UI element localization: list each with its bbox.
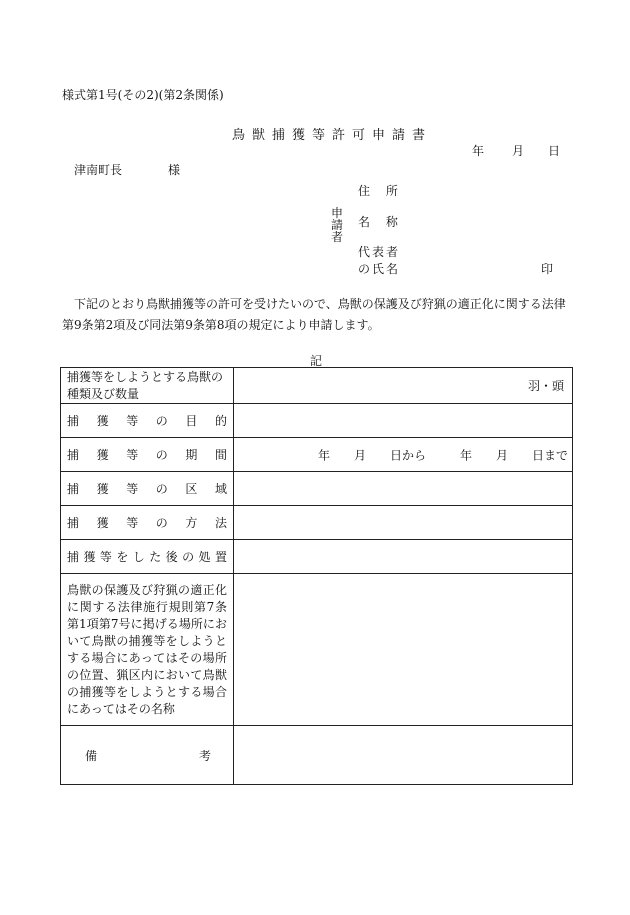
addressee-name: 津南町長 <box>74 163 123 177</box>
disposal-label: 捕 獲 等 を し た 後 の 処 置 <box>61 540 234 574</box>
area-label: 捕 獲 等 の 区 域 <box>61 472 234 506</box>
form-number: 様式第1号(その2)(第2条関係) <box>62 88 224 102</box>
table-row-location <box>61 574 573 726</box>
date-year: 年 <box>472 144 485 158</box>
period-label: 捕 獲 等 の 期 間 <box>61 438 234 472</box>
addressee-honorific: 様 <box>168 163 181 177</box>
applicant-address-label: 住 所 <box>358 184 404 198</box>
location-label: 鳥獣の保護及び狩猟の適正化に関する法律施行規則第7条第1項第7号に掲げる場所において鳥獣の捕獲等をしようとする場合にあってはその場所の位置、猟区内において鳥獣の捕獲等をしようとする場合にあってはその名称 <box>61 574 234 726</box>
table-row-purpose <box>61 404 573 438</box>
table-row-remarks <box>61 726 573 785</box>
date-day: 日 <box>548 144 561 158</box>
document-title: 鳥獣捕獲等許可申請書 <box>232 128 433 143</box>
applicant-name-label: 名 称 <box>358 215 404 229</box>
applicant-vertical-label: 申 請 者 <box>330 206 343 244</box>
seal-mark: 印 <box>541 262 554 276</box>
period-field[interactable]: 年 月 日から 年 月 日まで <box>234 438 573 472</box>
ki-heading: 記 <box>310 354 323 368</box>
table-row-method <box>61 506 573 540</box>
location-field[interactable] <box>234 574 573 726</box>
purpose-label: 捕 獲 等 の 目 的 <box>61 404 234 438</box>
disposal-field[interactable] <box>234 540 573 574</box>
quantity-unit: 羽・頭 <box>527 379 564 393</box>
species-label: 捕獲等をしようとする鳥獣の 種類及び数量 <box>61 368 234 404</box>
applicant-representative-name-label: の氏名 <box>358 262 401 276</box>
applicant-representative-label: 代表者 <box>358 245 401 259</box>
table-row-disposal <box>61 540 573 574</box>
method-label: 捕 獲 等 の 方 法 <box>61 506 234 540</box>
table-row-species <box>61 368 573 404</box>
remarks-field[interactable] <box>234 726 573 785</box>
date-month: 月 <box>512 144 525 158</box>
table-row-period <box>61 438 573 472</box>
remarks-label: 備 考 <box>61 726 234 785</box>
purpose-field[interactable] <box>234 404 573 438</box>
table-row-area <box>61 472 573 506</box>
method-field[interactable] <box>234 506 573 540</box>
area-field[interactable] <box>234 472 573 506</box>
species-quantity-field[interactable] <box>234 368 573 404</box>
application-statement: 下記のとおり鳥獣捕獲等の許可を受けたいので、鳥獣の保護及び狩猟の適正化に関する法律第9条第2項及び同法第9条第8項の規定により申請します。 <box>62 297 566 332</box>
application-table <box>60 367 573 785</box>
